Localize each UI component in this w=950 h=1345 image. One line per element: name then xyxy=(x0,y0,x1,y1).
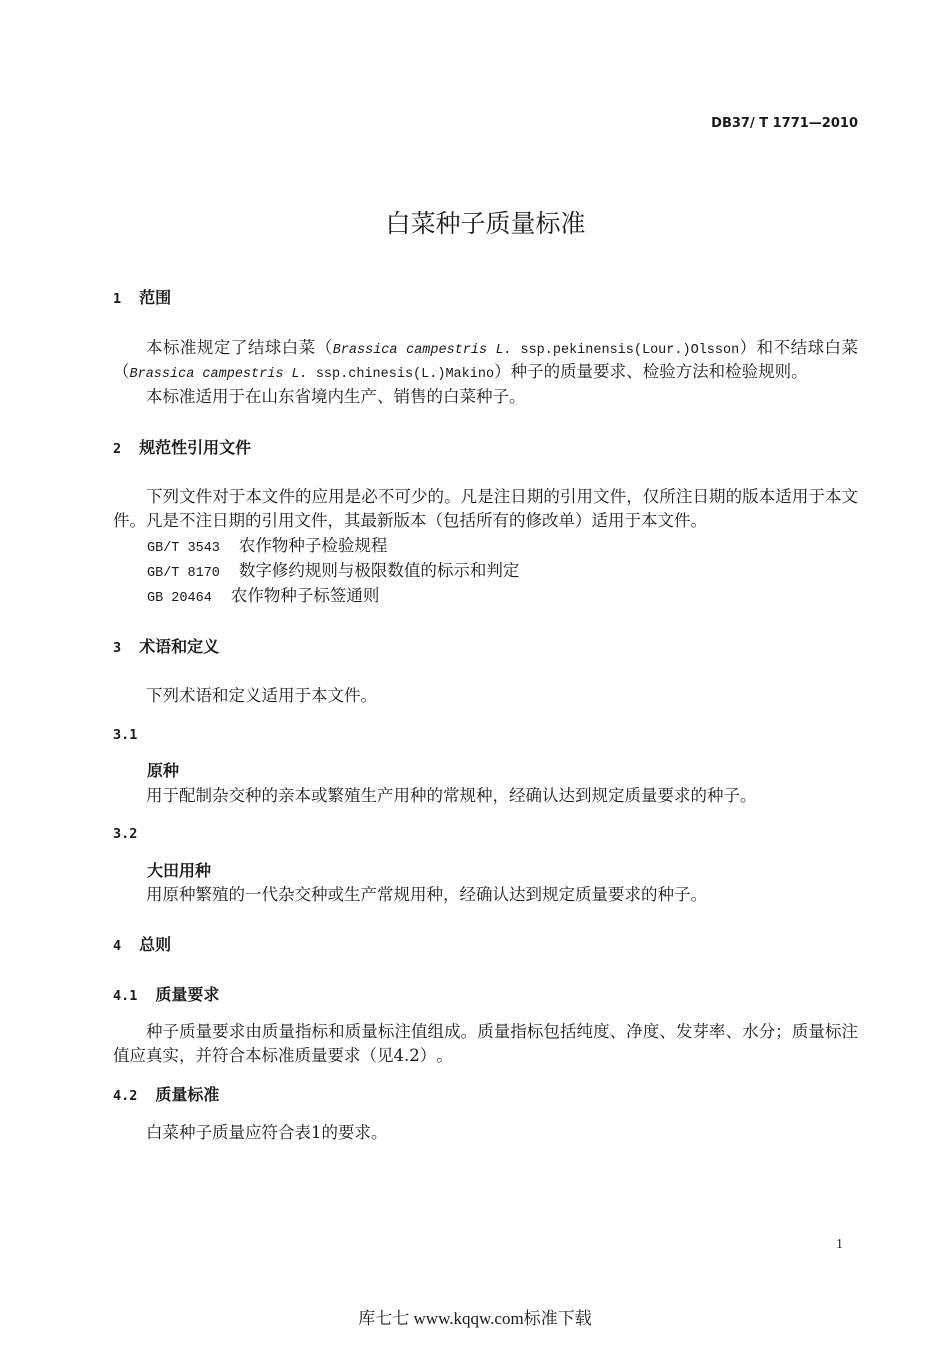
term-name-text: 原种 xyxy=(147,760,180,780)
scope-paragraph-1 xyxy=(113,336,858,385)
subsection-title: 质量标准 xyxy=(155,1084,220,1104)
paragraph-text: 白菜种子质量应符合表1的要求。 xyxy=(146,1122,388,1142)
reference-code: GB 20464 xyxy=(147,590,212,606)
subspecies-name: ssp.chinesis(L.)Makino xyxy=(307,367,495,383)
subsection-number: 4.1 xyxy=(113,987,138,1004)
scientific-name: Brassica campestris L. xyxy=(332,342,512,358)
standard-code: DB37/ T 1771—2010 xyxy=(711,116,858,131)
quality-standard-paragraph xyxy=(113,1121,858,1146)
section-1-heading xyxy=(113,286,858,311)
subspecies-name: ssp.pekinensis(Lour.)Olsson xyxy=(511,342,740,358)
section-title: 总则 xyxy=(139,934,172,954)
term-definition xyxy=(113,883,858,908)
term-name-text: 大田用种 xyxy=(147,860,212,880)
section-4-heading xyxy=(113,933,858,958)
quality-requirements-paragraph xyxy=(113,1020,858,1069)
reference-code: GB/T 3543 xyxy=(147,540,220,556)
term-name xyxy=(113,759,858,784)
paragraph-text: 种子质量要求由质量指标和质量标注值组成。质量指标包括纯度、净度、发芽率、水分；质量标注值应真实，并符合本标准质量要求（见4.2）。 xyxy=(113,1021,858,1066)
definition-text: 用于配制杂交种的亲本或繁殖生产用种的常规种，经确认达到规定质量要求的种子。 xyxy=(146,785,757,805)
reference-title: 数字修约规则与极限数值的标示和判定 xyxy=(238,560,520,580)
reference-item xyxy=(113,534,858,559)
section-number: 2 xyxy=(113,440,122,457)
paragraph-text: 本标准适用于在山东省境内生产、销售的白菜种子。 xyxy=(146,386,526,406)
section-number: 1 xyxy=(113,290,122,307)
subsection-number: 4.2 xyxy=(113,1087,138,1104)
scope-text-segment: 本标准规定了结球白菜（ xyxy=(146,337,333,357)
document-title: 白菜种子质量标准 xyxy=(385,209,586,238)
section-title: 规范性引用文件 xyxy=(139,437,252,457)
section-number: 3 xyxy=(113,639,122,656)
scientific-name: Brassica campestris L. xyxy=(129,367,308,383)
terms-intro xyxy=(113,684,858,709)
section-title: 术语和定义 xyxy=(139,636,220,656)
reference-code: GB/T 8170 xyxy=(147,565,220,581)
section-3-heading xyxy=(113,635,858,660)
term-3-1-number xyxy=(113,722,858,747)
reference-title: 农作物种子标签通则 xyxy=(230,585,380,605)
references-intro xyxy=(113,485,858,534)
reference-item xyxy=(113,559,858,584)
reference-item xyxy=(113,584,858,609)
subsection-title: 质量要求 xyxy=(155,984,220,1004)
subsection-4-2-heading xyxy=(113,1083,858,1108)
subsection-4-1-heading xyxy=(113,983,858,1008)
footer-watermark: 库七七 www.kqqw.com标准下载 xyxy=(358,1309,592,1328)
scope-text-segment: ）和不结球白菜（ xyxy=(113,337,859,382)
page-number: 1 xyxy=(836,1237,843,1252)
paragraph-text: 下列文件对于本文件的应用是必不可少的。凡是注日期的引用文件，仅所注日期的版本适用于本文件。凡是不注日期的引用文件，其最新版本（包括所有的修改单）适用于本文件。 xyxy=(113,486,858,531)
section-number: 4 xyxy=(113,937,122,954)
scope-paragraph-2 xyxy=(113,385,858,410)
section-title: 范围 xyxy=(139,287,172,307)
term-number: 3.1 xyxy=(113,726,138,743)
term-definition xyxy=(113,784,858,809)
reference-title: 农作物种子检验规程 xyxy=(238,535,388,555)
paragraph-text: 下列术语和定义适用于本文件。 xyxy=(146,685,377,705)
document-body xyxy=(113,286,858,1146)
term-number: 3.2 xyxy=(113,825,138,842)
term-name xyxy=(113,859,858,884)
scope-text-segment: ）种子的质量要求、检验方法和检验规则。 xyxy=(494,362,808,382)
definition-text: 用原种繁殖的一代杂交种或生产常规用种，经确认达到规定质量要求的种子。 xyxy=(146,885,707,905)
term-3-2-number xyxy=(113,821,858,846)
section-2-heading xyxy=(113,436,858,461)
